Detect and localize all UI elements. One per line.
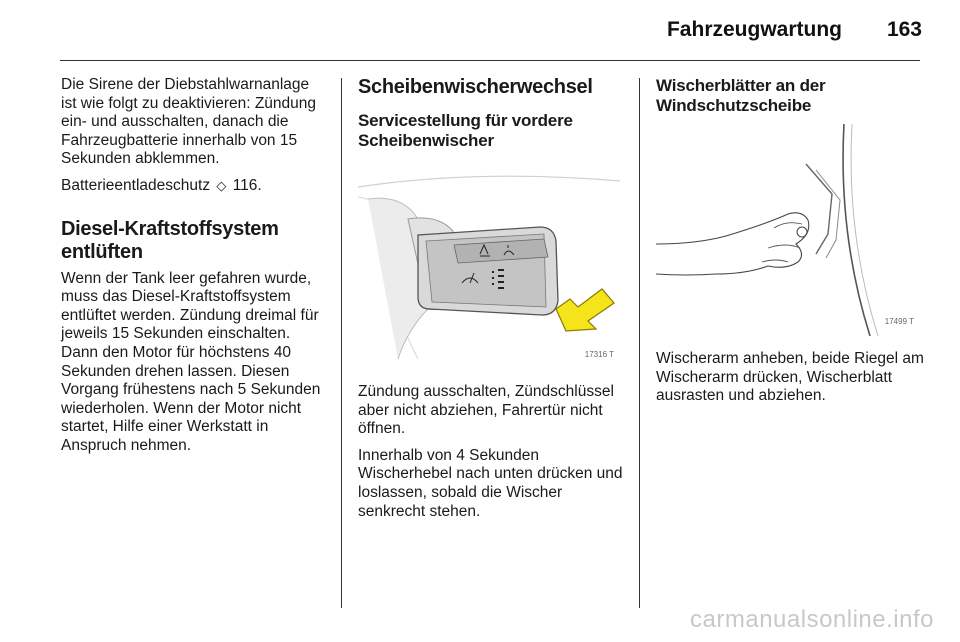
service-position-heading-line2: Scheibenwischer — [358, 131, 494, 150]
wiper-lever-illustration — [358, 159, 620, 369]
figure-code: 17316 T — [584, 350, 614, 360]
wiper-change-heading: Scheibenwischerwechsel — [358, 76, 593, 98]
battery-protection-label: Batterieentladeschutz — [61, 176, 211, 194]
page-number: 163 — [886, 18, 922, 41]
wiper-blade-paragraph: Wischerarm anheben, beide Riegel am Wischerarm drücken, Wischerblatt ausrasten und abziehen. — [656, 350, 924, 405]
column-2 — [358, 76, 623, 529]
service-position-heading-line1: Servicestellung für vordere — [358, 111, 573, 130]
column-divider-1 — [341, 78, 342, 608]
wiper-blade-drawing — [656, 124, 920, 336]
diesel-heading-line1: Diesel-Kraftstoffsystem — [61, 217, 279, 240]
diesel-heading-line2: entlüften — [61, 240, 143, 263]
section-title: Fahrzeugwartung — [666, 18, 842, 41]
battery-protection-line — [61, 177, 327, 196]
page-header — [0, 0, 960, 62]
arrow-icon — [556, 289, 614, 331]
figure-code: 17499 T — [884, 317, 914, 327]
alarm-siren-paragraph: Die Sirene der Diebstahlwarnanlage ist wie folgt zu deaktivieren: Zündung ein- und ausschalten, danach die Fahrzeugbatterie innerhalb von 15 Sekunden abklemmen. — [61, 76, 317, 168]
column-divider-2 — [639, 78, 640, 608]
column-1 — [61, 76, 327, 464]
ignition-paragraph: Zündung ausschalten, Zündschlüssel aber nicht abziehen, Fahrertür nicht öffnen. — [358, 383, 614, 438]
service-position-heading — [358, 111, 623, 151]
wiper-blade-illustration — [656, 124, 920, 336]
column-3 — [656, 76, 924, 414]
battery-protection-page: 116. — [232, 176, 262, 194]
diesel-paragraph: Wenn der Tank leer gefahren wurde, muss das Diesel-Kraftstoffsystem entlüftet werden. Zündung dreimal für jeweils 15 Sekunden einschalten. Dann den Motor für höchstens 40 Sekunden drehen lassen. Diesen Vorgang frühestens nach 5 Sekunden wiederholen. Wenn der Motor nicht startet, Hilfe einer Werkstatt in Anspruch nehmen. — [61, 269, 321, 454]
header-rule — [60, 60, 920, 61]
cross-reference-icon: ◇ — [216, 177, 227, 193]
wiper-lever-paragraph: Innerhalb von 4 Sekunden Wischerhebel nach unten drücken und loslassen, sobald die Wischer senkrecht stehen. — [358, 446, 623, 520]
wiper-blades-heading-line1: Wischerblätter an der — [656, 76, 826, 95]
wiper-blades-heading-line2: Windschutzscheibe — [656, 96, 812, 115]
wiper-blades-heading — [656, 76, 924, 116]
watermark: carmanualsonline.info — [690, 606, 934, 633]
diesel-heading — [61, 218, 327, 264]
wiper-lever-drawing — [358, 159, 620, 369]
